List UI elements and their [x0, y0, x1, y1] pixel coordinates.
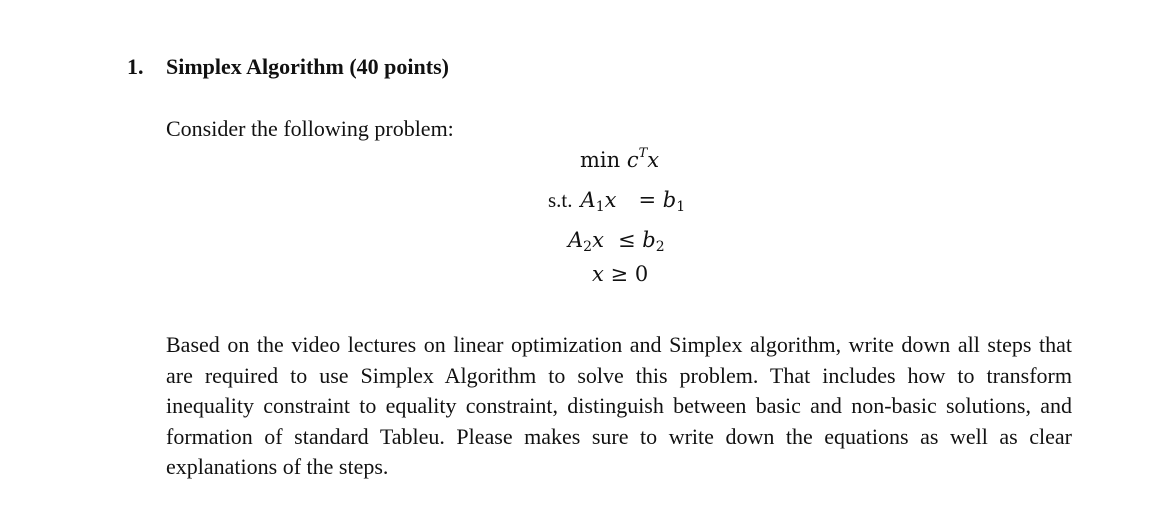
vector-b1: b: [662, 188, 677, 212]
question-title: Simplex Algorithm (40 points): [166, 54, 449, 79]
c2-relation: ≤: [617, 228, 636, 252]
matrix-a2: A: [568, 228, 584, 252]
c3-x: x: [592, 262, 604, 286]
c2-x: x: [592, 228, 604, 252]
c1-x: x: [604, 188, 617, 212]
objective-line: [580, 148, 659, 172]
cost-vector: c: [626, 148, 639, 172]
transpose-sup: T: [638, 146, 648, 161]
constraint-nonnegativity: [592, 262, 648, 286]
intro-text: Consider the following problem:: [166, 116, 454, 141]
instructions-paragraph: Based on the video lectures on linear optimization and Simplex algorithm, write down all steps that are required to use Simplex Algorithm to solve this problem. That includes how to transform inequality constraint to equality constraint, distinguish between basic and non-basic solutions, and formation of standard Tableu. Please makes sure to write down the equations as well as clear explanations of the steps.: [166, 332, 1072, 479]
c3-relation: ≥: [610, 262, 629, 286]
matrix-a1: A: [580, 188, 596, 212]
constraint-2: [568, 228, 665, 255]
question-number: 1.: [127, 54, 144, 79]
subject-to-label: s.t.: [548, 188, 573, 212]
c1-relation: =: [638, 188, 657, 212]
min-operator: min: [580, 148, 621, 172]
b2-subscript: 2: [655, 239, 665, 255]
c3-value: 0: [634, 262, 649, 286]
b1-subscript: 1: [676, 199, 686, 215]
a2-subscript: 2: [583, 239, 593, 255]
constraint-1: [548, 188, 685, 213]
objective-x: x: [647, 148, 660, 172]
vector-b2: b: [642, 228, 656, 252]
a1-subscript: 1: [595, 199, 605, 215]
